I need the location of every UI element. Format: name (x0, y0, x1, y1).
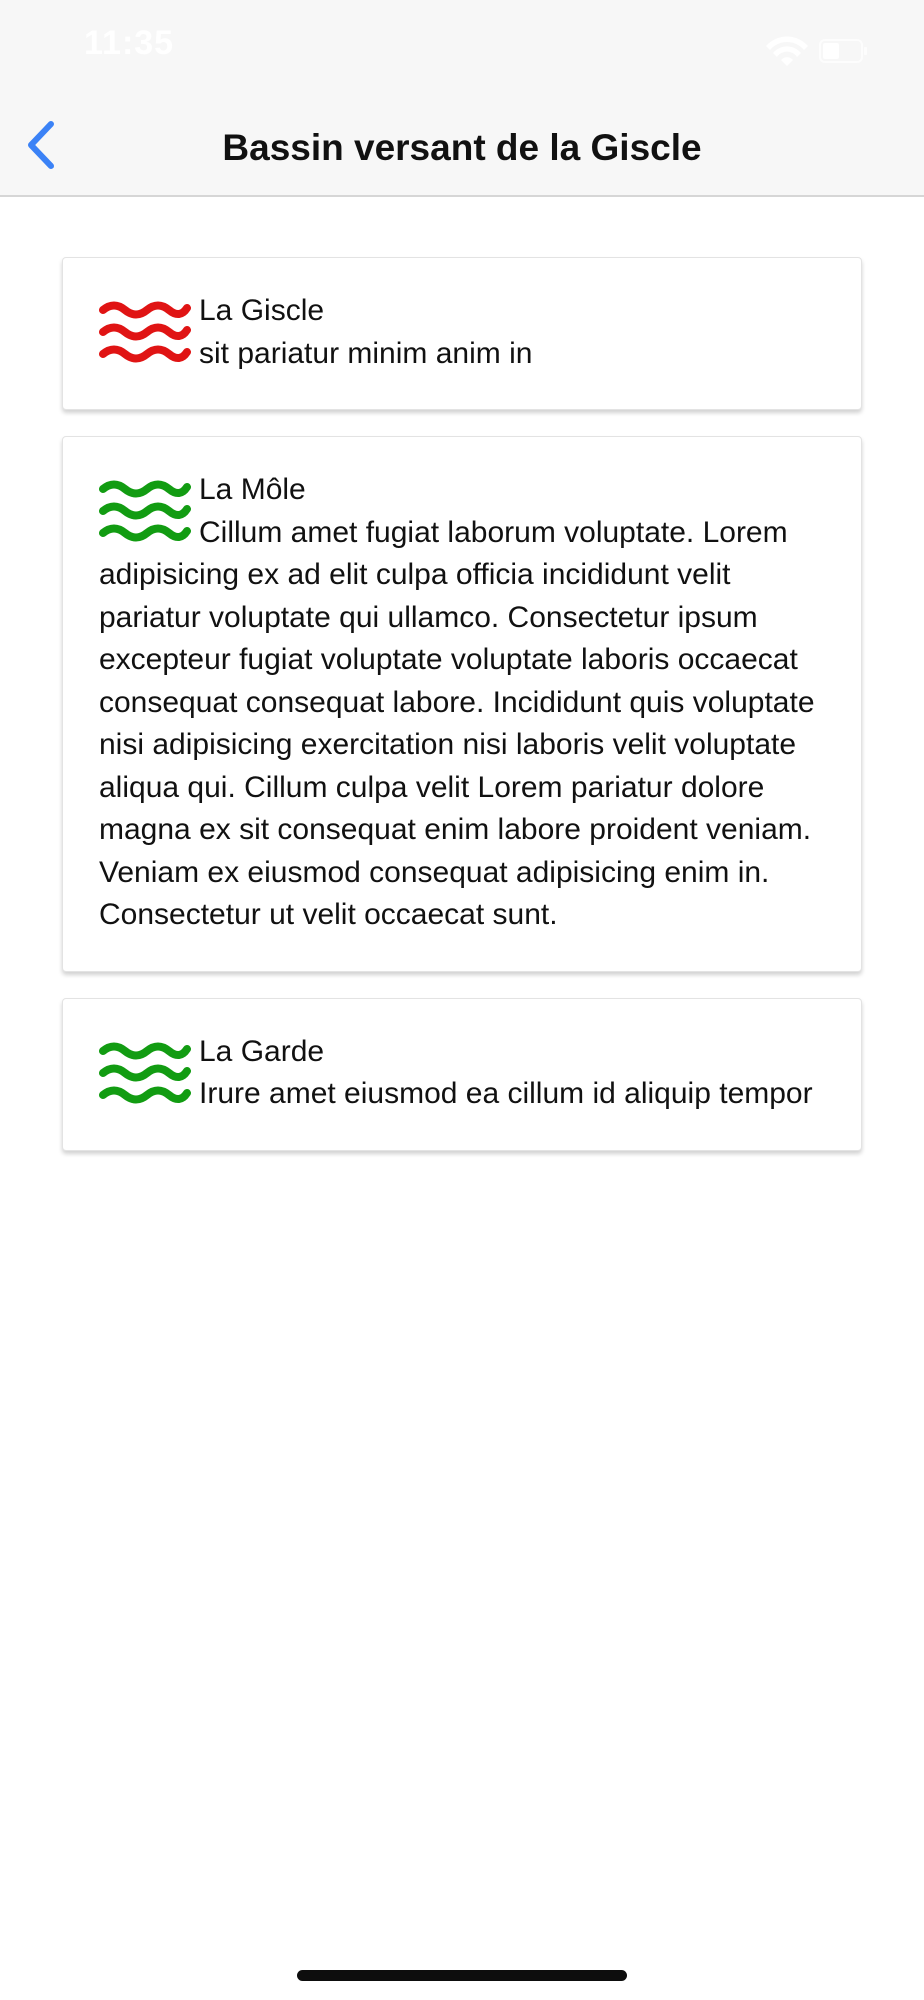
water-waves-icon (99, 1041, 191, 1105)
river-description: Irure amet eiusmod ea cillum id aliquip tempor (199, 1077, 813, 1110)
chevron-left-icon (23, 120, 57, 170)
river-name: La Giscle (199, 294, 325, 327)
water-waves-icon (99, 300, 191, 364)
river-description: Cillum amet fugiat laborum voluptate. Lorem adipisicing ex ad elit culpa officia incididunt velit pariatur voluptate qui ullamco. Consectetur ipsum excepteur fugiat voluptate voluptate laboris occaecat consequat consequat labore. Incididunt quis voluptate nisi adipisicing exercitation nisi laboris velit voluptate aliqua qui. Cillum culpa velit Lorem pariatur dolore magna ex sit consequat enim labore proident veniam. Veniam ex eiusmod consequat adipisicing enim in. Consectetur ut velit occaecat sunt. (99, 515, 815, 931)
wifi-icon (766, 37, 808, 66)
river-card[interactable] (62, 436, 862, 972)
status-icons (760, 34, 870, 68)
battery-icon (820, 40, 867, 62)
river-card[interactable] (62, 998, 862, 1151)
back-button[interactable] (8, 112, 72, 178)
page-title: Bassin versant de la Giscle (222, 127, 702, 168)
water-waves-icon (99, 479, 191, 543)
river-card[interactable] (62, 257, 862, 410)
navigation-header (0, 0, 924, 197)
status-bar (0, 0, 924, 100)
river-list (0, 199, 924, 1177)
river-description: sit pariatur minim anim in (199, 336, 533, 370)
home-indicator[interactable] (297, 1970, 627, 1981)
river-name: La Môle (199, 473, 306, 506)
status-time: 11:35 (84, 24, 175, 62)
river-name: La Garde (199, 1034, 325, 1068)
